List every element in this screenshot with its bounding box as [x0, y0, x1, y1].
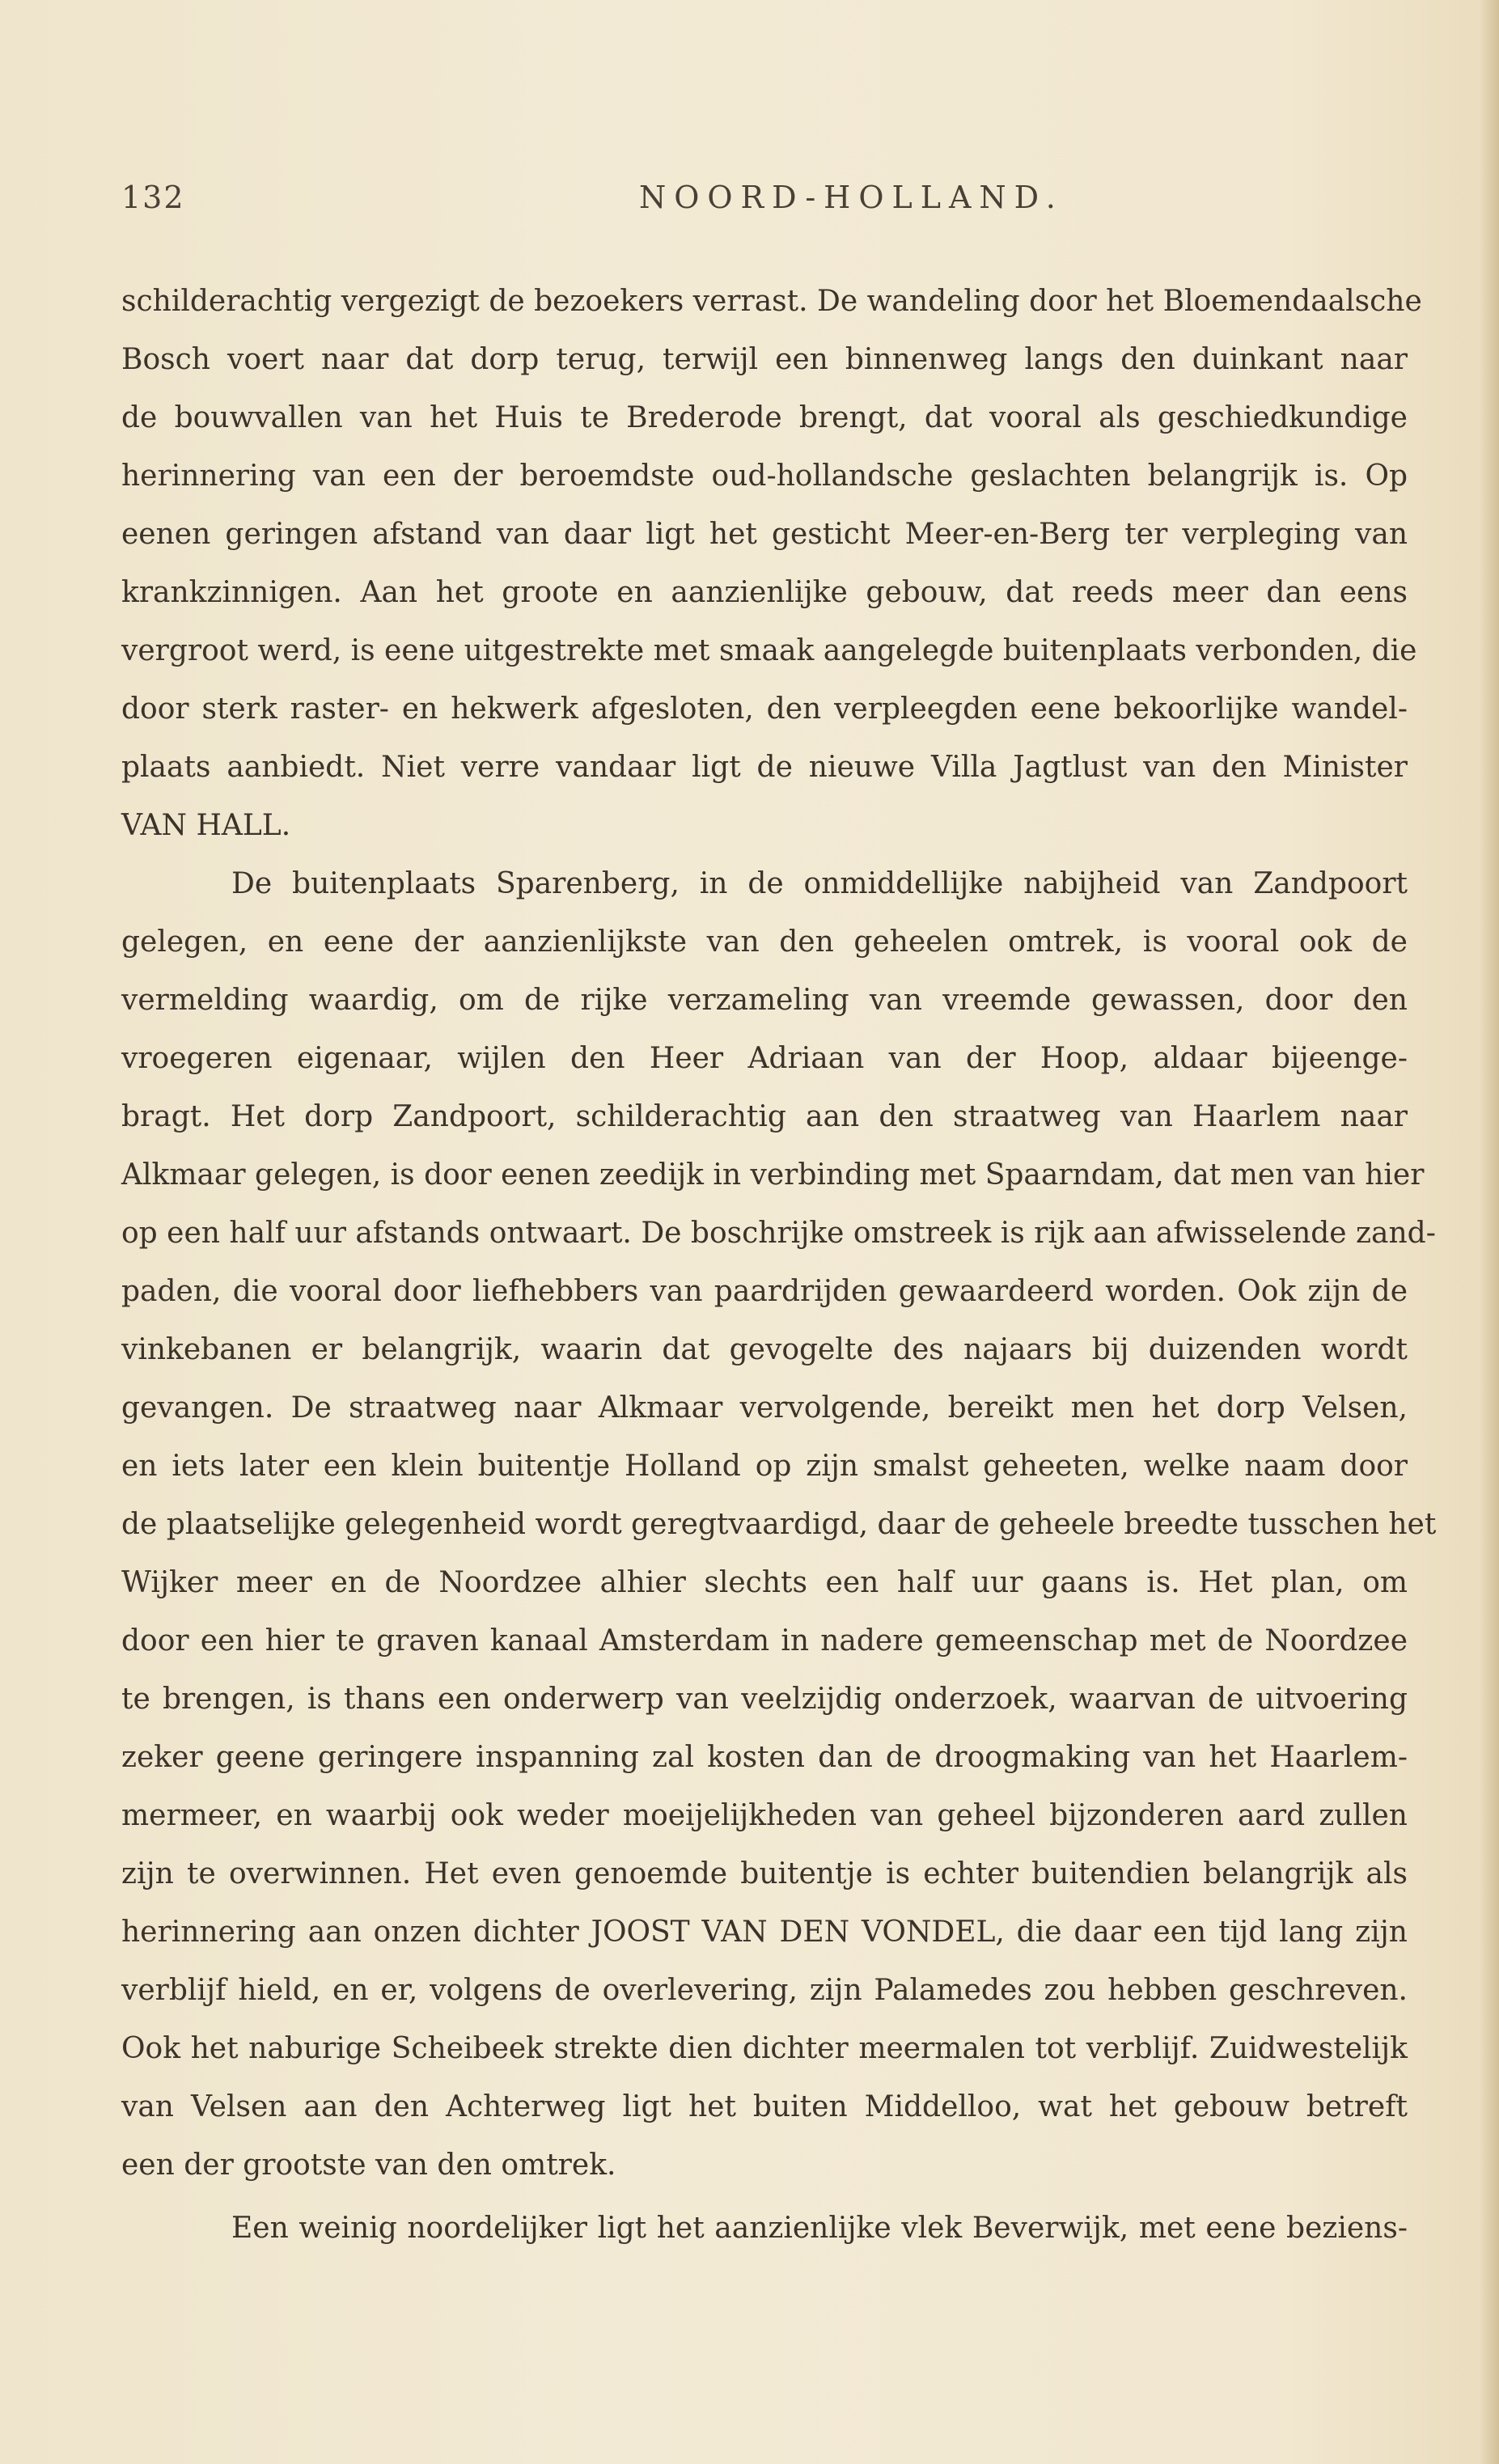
- text-line: op een half uur afstands ontwaart. De boschrijke omstreek is rijk aan afwisselende zand-: [121, 1217, 1436, 1250]
- text-line: de plaatselijke gelegenheid wordt geregtvaardigd, daar de geheele breedte tusschen het: [121, 1508, 1437, 1541]
- text-line: en iets later een klein buitentje Holland op zijn smalst geheeten, welke naam door: [121, 1450, 1408, 1483]
- text-line: van Velsen aan den Achterweg ligt het buiten Middelloo, wat het gebouw betreft: [121, 2090, 1408, 2123]
- text-line: Ook het naburige Scheibeek strekte dien dichter meermalen tot verblijf. Zuidwestelijk: [121, 2032, 1408, 2065]
- text-line: verblijf hield, en er, volgens de overlevering, zijn Palamedes zou hebben geschreven.: [121, 1974, 1408, 2007]
- body-text: [121, 273, 1437, 2258]
- text-line: eenen geringen afstand van daar ligt het gesticht Meer-en-Berg ter verpleging van: [121, 518, 1408, 551]
- text-line: zeker geene geringere inspanning zal kosten dan de droogmaking van het Haarlem-: [121, 1741, 1408, 1774]
- text-line: bragt. Het dorp Zandpoort, schilderachtig aan den straatweg van Haarlem naar: [121, 1100, 1408, 1133]
- text-line: vergroot werd, is eene uitgestrekte met smaak aangelegde buitenplaats verbonden, die: [121, 634, 1417, 667]
- paragraph-start: Een weinig noordelijker ligt het aanzienlijke vlek Beverwijk, met eene beziens-: [231, 2212, 1408, 2245]
- text-line: VAN HALL.: [121, 809, 291, 842]
- text-line: gelegen, en eene der aanzienlijkste van den geheelen omtrek, is vooral ook de: [121, 925, 1408, 959]
- page-number: 132: [121, 180, 185, 215]
- text-line: Alkmaar gelegen, is door eenen zeedijk in verbinding met Spaarndam, dat men van hier: [121, 1158, 1425, 1192]
- text-line: vermelding waardig, om de rijke verzameling van vreemde gewassen, door den: [121, 984, 1408, 1017]
- paragraph-start: De buitenplaats Sparenberg, in de onmiddellijke nabijheid van Zandpoort: [231, 867, 1408, 900]
- text-line: te brengen, is thans een onderwerp van veelzijdig onderzoek, waarvan de uitvoering: [121, 1683, 1408, 1716]
- text-line: herinnering aan onzen dichter JOOST VAN DEN VONDEL, die daar een tijd lang zijn: [121, 1916, 1408, 1949]
- text-line: Bosch voert naar dat dorp terug, terwijl een binnenweg langs den duinkant naar: [121, 343, 1408, 376]
- text-line: mermeer, en waarbij ook weder moeijelijkheden van geheel bijzonderen aard zullen: [121, 1799, 1408, 1832]
- text-line: herinnering van een der beroemdste oud-hollandsche geslachten belangrijk is. Op: [121, 459, 1408, 493]
- text-line: door een hier te graven kanaal Amsterdam in nadere gemeenschap met de Noordzee: [121, 1624, 1408, 1657]
- text-line: zijn te overwinnen. Het even genoemde buitentje is echter buitendien belangrijk als: [121, 1857, 1408, 1890]
- text-line: gevangen. De straatweg naar Alkmaar vervolgende, bereikt men het dorp Velsen,: [121, 1391, 1408, 1425]
- text-line: Wijker meer en de Noordzee alhier slechts een half uur gaans is. Het plan, om: [121, 1566, 1408, 1599]
- text-line: plaats aanbiedt. Niet verre vandaar ligt de nieuwe Villa Jagtlust van den Minister: [121, 751, 1408, 784]
- running-header: [121, 180, 1399, 228]
- page-edge-shadow: [1480, 0, 1499, 2464]
- text-line: paden, die vooral door liefhebbers van paardrijden gewaardeerd worden. Ook zijn de: [121, 1275, 1408, 1308]
- text-line: vinkebanen er belangrijk, waarin dat gevogelte des najaars bij duizenden wordt: [121, 1333, 1408, 1366]
- text-line: krankzinnigen. Aan het groote en aanzienlijke gebouw, dat reeds meer dan eens: [121, 576, 1408, 609]
- text-line: vroegeren eigenaar, wijlen den Heer Adriaan van der Hoop, aldaar bijeenge-: [121, 1042, 1408, 1075]
- text-line: schilderachtig vergezigt de bezoekers verrast. De wandeling door het Bloemendaalsche: [121, 285, 1422, 318]
- text-line: de bouwvallen van het Huis te Brederode brengt, dat vooral als geschiedkundige: [121, 401, 1408, 434]
- text-line: door sterk raster- en hekwerk afgesloten, den verpleegden eene bekoorlijke wandel-: [121, 692, 1408, 726]
- text-line: een der grootste van den omtrek.: [121, 2149, 616, 2182]
- page-title: NOORD-HOLLAND.: [639, 180, 1064, 215]
